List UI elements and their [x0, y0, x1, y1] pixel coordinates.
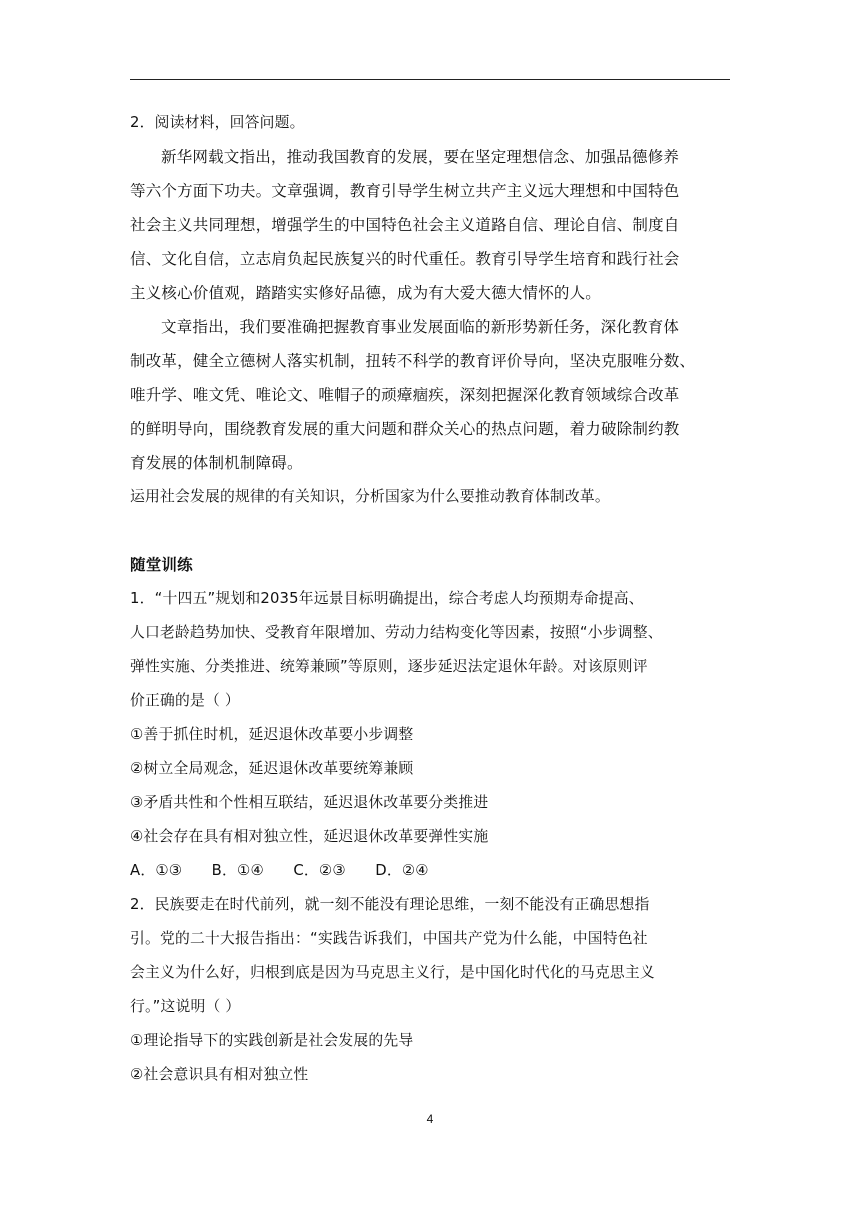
- page-number: 4: [426, 1112, 434, 1126]
- spacer: [130, 514, 730, 548]
- text-line: 主义核心价值观，踏踏实实修好品德，成为有大爱大德大情怀的人。: [130, 284, 602, 302]
- practice-question-2: [130, 888, 730, 1092]
- question-stem-line: 2．民族要走在时代前列，就一刻不能没有理论思维，一刻不能没有正确思想指: [130, 896, 650, 913]
- text-line: 新华网载文指出，推动我国教育的发展，要在坚定理想信念、加强品德修养: [161, 148, 680, 166]
- text-line: 社会主义共同理想，增强学生的中国特色社会主义道路自信、理论自信、制度自: [130, 216, 680, 234]
- text-line: 制改革，健全立德树人落实机制，扭转不科学的教育评价导向，坚决克服唯分数、: [130, 352, 696, 370]
- option-item: ①理论指导下的实践创新是社会发展的先导: [130, 1032, 414, 1049]
- question-stem-line: 1．“十四五”规划和2035年远景目标明确提出，综合考虑人均预期寿命提高、: [130, 590, 644, 607]
- text-line: 信、文化自信，立志肩负起民族复兴的时代重任。教育引导学生培育和践行社会: [130, 250, 680, 268]
- question-stem-line: 会主义为什么好，归根到底是因为马克思主义行，是中国化时代化的马克思主义: [130, 964, 655, 981]
- q2-question: 运用社会发展的规律的有关知识，分析国家为什么要推动教育体制改革。: [130, 488, 610, 505]
- q2-material-para-2: [130, 310, 730, 480]
- text-line: 唯升学、唯文凭、唯论文、唯帽子的顽瘴痼疾，深刻把握深化教育领域综合改革: [130, 386, 680, 404]
- question-stem-line: 行。”这说明（ ）: [130, 998, 241, 1015]
- question-stem-line: 人口老龄趋势加快、受教育年限增加、劳动力结构变化等因素，按照“小步调整、: [130, 624, 663, 641]
- option-item: ①善于抓住时机，延迟退休改革要小步调整: [130, 726, 414, 743]
- option-item: ②树立全局观念，延迟退休改革要统筹兼顾: [130, 760, 414, 777]
- section-title: 随堂训练: [130, 556, 193, 574]
- option-item: ③矛盾共性和个性相互联结，延迟退休改革要分类推进: [130, 794, 489, 811]
- answer-choices: A．①③ B．①④ C．②③ D．②④: [130, 862, 429, 879]
- question-stem-line: 引。党的二十大报告指出：“实践告诉我们，中国共产党为什么能，中国特色社: [130, 930, 648, 947]
- option-item: ④社会存在具有相对独立性，延迟退休改革要弹性实施: [130, 828, 489, 845]
- text-line: 文章指出，我们要准确把握教育事业发展面临的新形势新任务，深化教育体: [161, 318, 680, 336]
- text-line: 等六个方面下功夫。文章强调，教育引导学生树立共产主义远大理想和中国特色: [130, 182, 680, 200]
- page-content: [130, 106, 730, 1092]
- question-stem-line: 弹性实施、分类推进、统筹兼顾”等原则，逐步延迟法定退休年龄。对该原则评: [130, 658, 648, 675]
- text-line: 的鲜明导向，围绕教育发展的重大问题和群众关心的热点问题，着力破除制约教: [130, 420, 680, 438]
- header-rule: [130, 79, 730, 80]
- q2-prompt: 2．阅读材料，回答问题。: [130, 114, 305, 131]
- text-line: 育发展的体制机制障碍。: [130, 454, 303, 472]
- q2-material-para-1: [130, 140, 730, 310]
- option-item: ②社会意识具有相对独立性: [130, 1066, 309, 1083]
- practice-question-1: [130, 582, 730, 888]
- question-stem-line: 价正确的是（ ）: [130, 692, 240, 709]
